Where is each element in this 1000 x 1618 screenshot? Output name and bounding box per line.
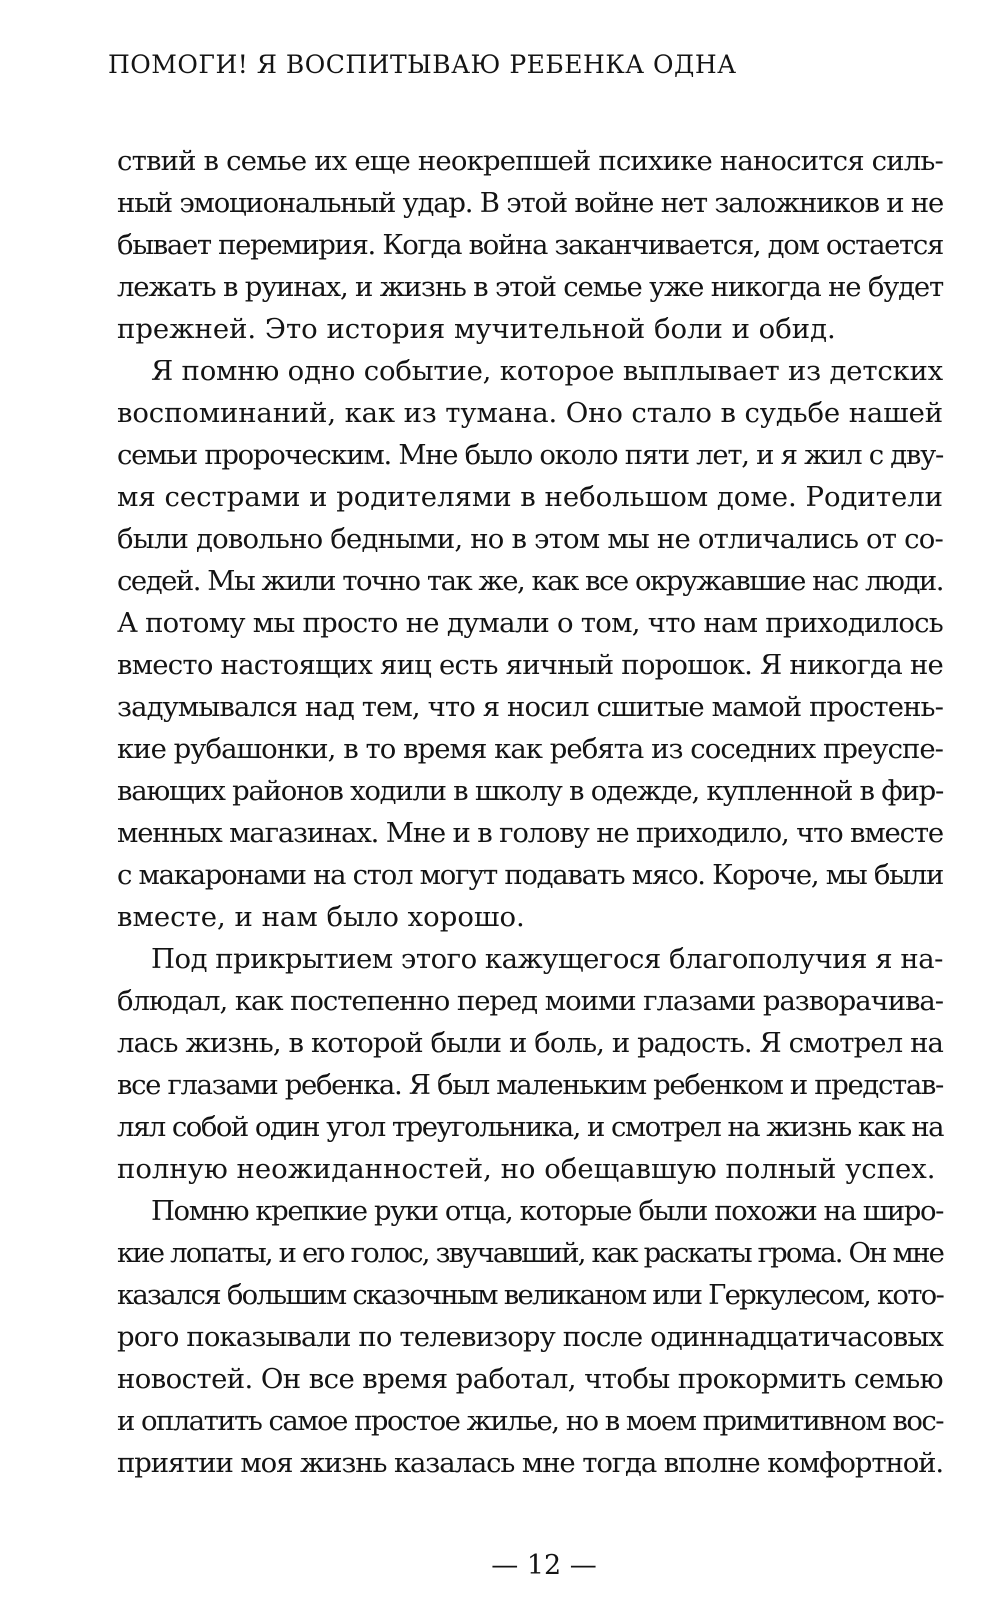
- text-line: были довольно бедными, но в этом мы не отличались от со-: [117, 523, 943, 555]
- text-line: лежать в руинах, и жизнь в этой семье уже никогда не будет: [117, 271, 943, 303]
- text-line: ствий в семье их еще неокрепшей психике наносится силь-: [117, 145, 943, 177]
- text-line: полную неожиданностей, но обещавшую полный успех.: [117, 1153, 936, 1185]
- text-line: Я помню одно событие, которое выплывает из детских: [151, 355, 943, 387]
- paragraph: [117, 350, 943, 938]
- text-line: бывает перемирия. Когда война заканчивается, дом остается: [117, 229, 943, 261]
- text-line: мя сестрами и родителями в небольшом доме. Родители: [117, 481, 943, 513]
- text-line: вающих районов ходили в школу в одежде, купленной в фир-: [117, 775, 943, 807]
- text-line: блюдал, как постепенно перед моими глазами разворачива-: [117, 985, 943, 1017]
- text-line: задумывался над тем, что я носил сшитые мамой простень-: [117, 691, 943, 723]
- text-line: менных магазинах. Мне и в голову не приходило, что вместе: [117, 817, 943, 849]
- text-line: лял собой один угол треугольника, и смотрел на жизнь как на: [117, 1111, 943, 1143]
- text-line: Помню крепкие руки отца, которые были похожи на широ-: [151, 1195, 943, 1227]
- paragraph: [117, 938, 943, 1190]
- text-line: семьи пророческим. Мне было около пяти лет, и я жил с дву-: [117, 439, 943, 471]
- paragraph: [117, 1190, 943, 1484]
- text-line: приятии моя жизнь казалась мне тогда вполне комфортной.: [117, 1447, 943, 1479]
- text-line: Под прикрытием этого кажущегося благополучия я на-: [151, 943, 943, 975]
- text-line: рого показывали по телевизору после одиннадцатичасовых: [117, 1321, 943, 1353]
- text-line: кие рубашонки, в то время как ребята из соседних преуспе-: [117, 733, 943, 765]
- text-line: воспоминаний, как из тумана. Оно стало в судьбе нашей: [117, 397, 943, 429]
- page-number: — 12 —: [491, 1550, 597, 1581]
- text-line: казался большим сказочным великаном или Геркулесом, кото-: [117, 1279, 943, 1311]
- text-line: седей. Мы жили точно так же, как все окружавшие нас люди.: [117, 565, 943, 597]
- running-head: ПОМОГИ! Я ВОСПИТЫВАЮ РЕБЕНКА ОДНА: [108, 50, 737, 79]
- text-line: А потому мы просто не думали о том, что нам приходилось: [117, 607, 943, 639]
- text-line: и оплатить самое простое жилье, но в моем примитивном вос-: [117, 1405, 943, 1437]
- text-line: кие лопаты, и его голос, звучавший, как раскаты грома. Он мне: [117, 1237, 943, 1269]
- text-line: ный эмоциональный удар. В этой войне нет заложников и не: [117, 187, 943, 219]
- text-line: с макаронами на стол могут подавать мясо. Короче, мы были: [117, 859, 943, 891]
- text-line: все глазами ребенка. Я был маленьким ребенком и представ-: [117, 1069, 943, 1101]
- text-line: вместе, и нам было хорошо.: [117, 901, 525, 933]
- text-line: вместо настоящих яиц есть яичный порошок. Я никогда не: [117, 649, 943, 681]
- text-line: новостей. Он все время работал, чтобы прокормить семью: [117, 1363, 943, 1395]
- text-line: прежней. Это история мучительной боли и обид.: [117, 313, 836, 345]
- paragraph: [117, 140, 943, 350]
- text-line: лась жизнь, в которой были и боль, и радость. Я смотрел на: [117, 1027, 943, 1059]
- body-text: [117, 140, 943, 1484]
